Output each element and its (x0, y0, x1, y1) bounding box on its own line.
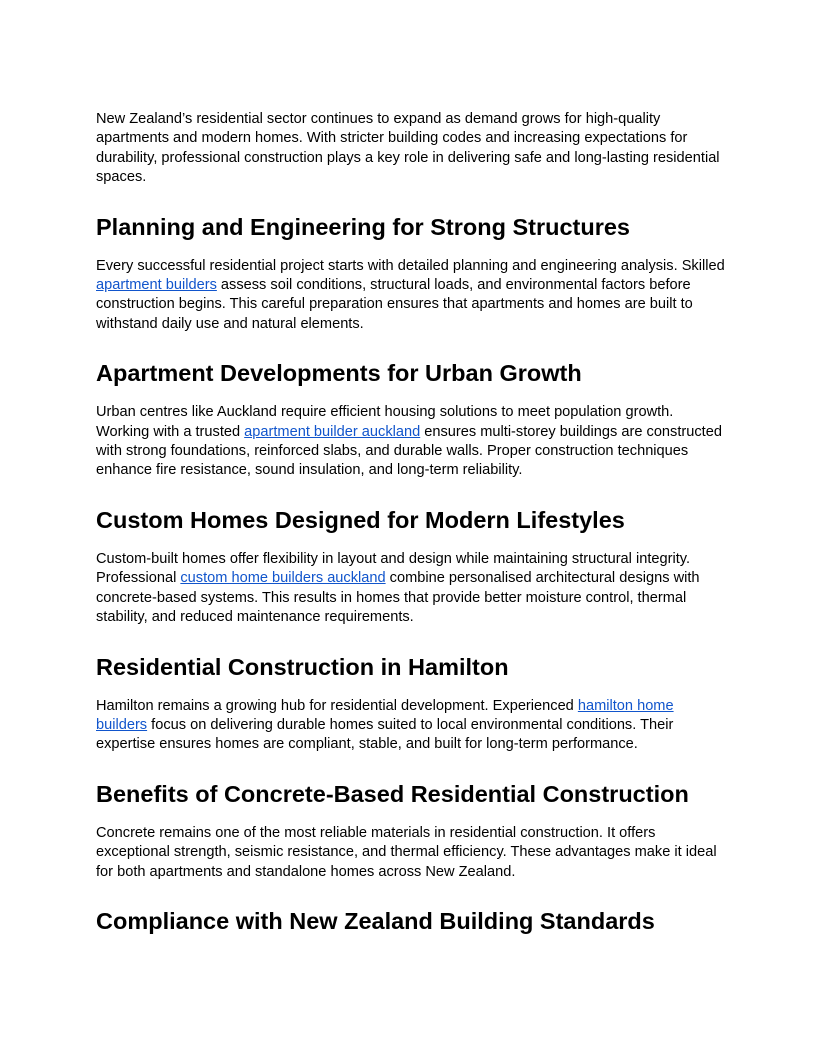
paragraph-custom-text-2: combine personalised architectural designs with concrete-based systems. This results in homes that provide better moisture control, thermal stability, and reduced maintenance requirements. (96, 570, 700, 626)
document-page (96, 110, 726, 951)
heading-compliance: Compliance with New Zealand Building Standards (96, 907, 655, 934)
paragraph-apartment-text-1: Urban centres like Auckland require efficient housing solutions to meet population growth. Working with a trusted (96, 404, 674, 440)
heading-custom-homes: Custom Homes Designed for Modern Lifestyles (96, 506, 625, 533)
paragraph-custom-text-1: Custom-built homes offer flexibility in layout and design while maintaining structural integrity. Professional (96, 550, 691, 587)
intro-paragraph: New Zealand’s residential sector continues to expand as demand grows for high-quality apartments and modern homes. With stricter building codes and increasing expectations for durability, professional construction plays a key role in delivering safe and long-lasting residential spaces. (96, 111, 720, 186)
link-apartment-builders[interactable]: apartment builders (96, 277, 217, 294)
heading-benefits-concrete: Benefits of Concrete-Based Residential Construction (96, 780, 689, 807)
heading-hamilton: Residential Construction in Hamilton (96, 653, 509, 680)
paragraph-custom-homes (96, 550, 726, 628)
link-hamilton-home-builders[interactable]: hamilton home builders (96, 697, 674, 733)
paragraph-hamilton (96, 697, 726, 755)
paragraph-planning-text-2: assess soil conditions, structural loads, and environmental factors before construction begins. This careful preparation ensures that apartments and homes are built to withstand daily use and natural elements. (96, 277, 693, 332)
heading-apartment-developments: Apartment Developments for Urban Growth (96, 360, 582, 387)
heading-planning: Planning and Engineering for Strong Structures (96, 213, 631, 240)
link-apartment-builder-auckland[interactable]: apartment builder auckland (244, 423, 421, 440)
paragraph-benefits-concrete: Concrete remains one of the most reliable materials in residential construction. It offers exceptional strength, seismic resistance, and thermal efficiency. These advantages make it ideal for both apartments and standalone homes across New Zealand. (96, 824, 717, 880)
paragraph-apartment-text-2: ensures multi-storey buildings are constructed with strong foundations, reinforced slabs, and durable walls. Proper construction techniques enhance fire resistance, sound insulation, and long-term reliability. (96, 423, 722, 479)
paragraph-hamilton-text-1: Hamilton remains a growing hub for residential development. Experienced (96, 697, 578, 714)
paragraph-hamilton-text-2: focus on delivering durable homes suited to local environmental conditions. Their expertise ensures homes are compliant, stable, and built for long-term performance. (96, 716, 674, 753)
paragraph-planning-text-1: Every successful residential project starts with detailed planning and engineering analysis. Skilled (96, 257, 725, 274)
paragraph-planning (96, 257, 726, 335)
paragraph-apartment-developments (96, 403, 726, 481)
link-custom-home-builders-auckland[interactable]: custom home builders auckland (180, 570, 386, 587)
